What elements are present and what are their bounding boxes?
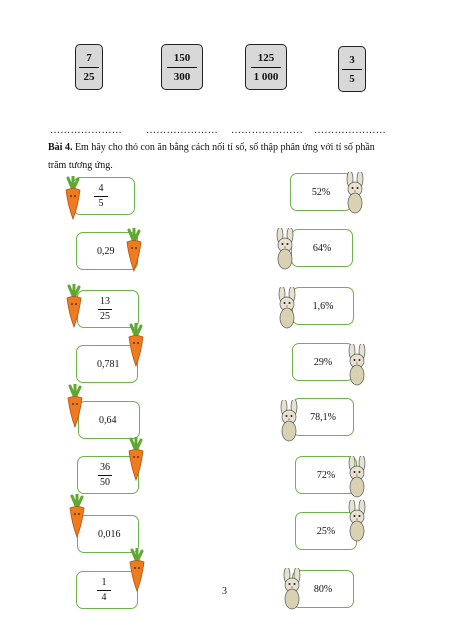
right-value: 25% [316, 525, 336, 537]
rabbit-icon [268, 228, 304, 270]
rabbit-icon [340, 344, 376, 386]
fraction-numerator: 3 [349, 53, 355, 66]
fraction-denominator: 5 [349, 72, 355, 85]
left-fraction [97, 577, 111, 604]
carrot-icon [63, 284, 85, 328]
right-value: 1,6% [312, 300, 334, 312]
fraction-card-2 [161, 44, 203, 90]
fraction-denominator: 300 [173, 70, 191, 83]
fraction-numerator: 7 [86, 51, 92, 64]
fraction-card-3 [245, 44, 287, 90]
fraction-numerator: 13 [100, 295, 110, 307]
fraction-bar [98, 309, 112, 310]
carrot-icon [125, 323, 147, 367]
left-value: 0,64 [99, 414, 117, 426]
rabbit-icon [275, 568, 311, 610]
right-value: 72% [316, 469, 336, 481]
right-value: 29% [313, 356, 333, 368]
right-value: 64% [312, 242, 332, 254]
fraction-bar [167, 67, 197, 68]
rabbit-icon [340, 500, 376, 542]
fraction-denominator: 1 000 [253, 70, 279, 83]
fraction-bar [79, 67, 99, 68]
fraction-numerator: 125 [257, 51, 275, 64]
answer-blank-3: ………………… [231, 125, 304, 136]
fraction-numerator: 1 [101, 576, 107, 588]
carrot-icon [64, 384, 86, 428]
fraction-numerator: 150 [173, 51, 191, 64]
right-value: 52% [311, 186, 331, 198]
fraction-denominator: 5 [98, 198, 104, 210]
fraction-bar [251, 67, 281, 68]
fraction-denominator: 50 [100, 477, 110, 489]
answer-blank-2: ………………… [146, 125, 219, 136]
carrot-icon [125, 437, 147, 481]
carrot-icon [62, 176, 84, 220]
fraction-denominator: 25 [83, 70, 95, 83]
right-value: 80% [313, 583, 333, 595]
fraction-bar [94, 196, 108, 197]
rabbit-icon [270, 287, 306, 329]
rabbit-icon [272, 400, 308, 442]
fraction-denominator: 25 [100, 311, 110, 323]
right-value: 78,1% [310, 411, 336, 423]
fraction-bar [98, 475, 112, 476]
carrot-icon [126, 548, 148, 592]
page-number: 3 [222, 586, 227, 597]
carrot-icon [123, 228, 145, 272]
exercise-text-line-2: trăm tương ứng. [48, 160, 113, 171]
fraction-denominator: 4 [101, 592, 107, 604]
fraction-card-1 [75, 44, 103, 90]
fraction-numerator: 4 [98, 182, 104, 194]
fraction-bar [342, 69, 362, 70]
answer-blank-1: ………………… [50, 125, 123, 136]
left-value: 0,29 [97, 245, 115, 257]
left-box-5[interactable] [78, 401, 140, 439]
left-fraction [98, 296, 112, 323]
fraction-card-4 [338, 46, 366, 92]
rabbit-icon [338, 172, 374, 214]
rabbit-icon [340, 456, 376, 498]
answer-blank-4: ………………… [314, 125, 387, 136]
left-fraction [94, 183, 108, 210]
carrot-icon [66, 494, 88, 538]
left-value: 0,016 [98, 528, 121, 540]
fraction-bar [97, 590, 111, 591]
exercise-text-line-1: Em hãy cho thỏ con ăn bằng cách nối tỉ số, số thập phân ứng với tỉ số phần [72, 142, 375, 153]
fraction-numerator: 36 [100, 461, 110, 473]
left-value: 0,781 [97, 358, 120, 370]
left-fraction [98, 462, 112, 489]
exercise-label: Bài 4. [48, 142, 73, 153]
exercise-instruction [48, 142, 375, 153]
